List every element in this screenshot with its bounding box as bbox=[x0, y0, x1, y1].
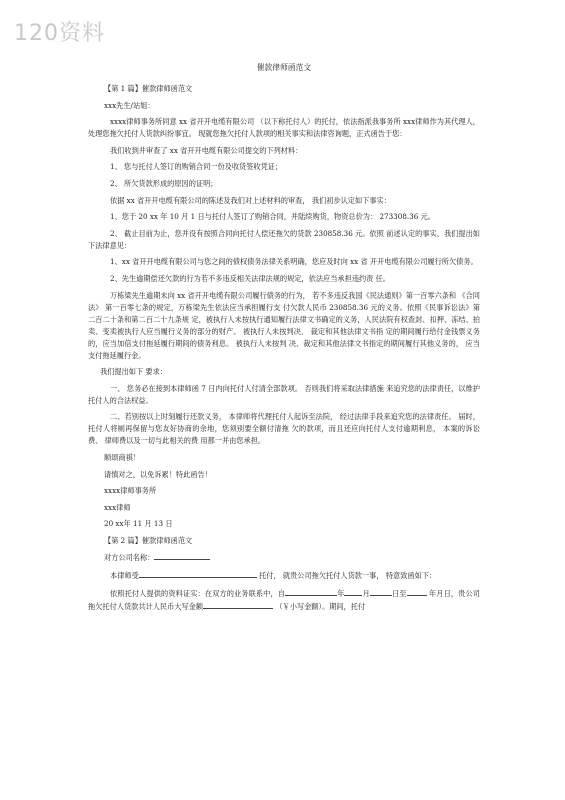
paragraph: 我们收到并审查了 xx 省开开电缆有限公司提交的下列材料： bbox=[110, 145, 303, 155]
blank-line bbox=[407, 587, 427, 596]
part2-heading: 【第 2 篇】催款律师函范文 bbox=[104, 535, 193, 545]
document-body bbox=[88, 62, 480, 617]
list-item: 2、 所欠货款形成的原因的证明； bbox=[110, 178, 218, 188]
text-run: 依照托付人提供的资料证实：在双方的业务联系中，自 bbox=[110, 588, 286, 598]
text-run: 本律师受 bbox=[110, 571, 139, 581]
paragraph bbox=[88, 587, 480, 613]
fact-item: 2、 截止目前为止，您并没有按照合同向托付人偿还拖欠的货款 230858.36 元。依照 前述认定的事实，我们提出如下法律意见： bbox=[88, 228, 480, 250]
paragraph: 万栋梁先生逾期未向 xx 省开开电缆有限公司履行债务的行为， 若不多违反我国《民法通则》第一百零六条和 《合同法》 第一百零七条的规定，万栋梁先生依法应当承担履行支 付欠款人民币 230858.36 元的义务。依照《民事诉讼法》第二百二十条和第二百二十九条规 定，被执行人未按执行通知履行法律文书确定的义务，人民法院有权查封、扣押、冻结、拍 卖、变卖被执行人应当履行义务的部分的财产。 被执行人未按判决、 裁定和其他法律文书指 定的期间履行给付金钱票义务的，应当加倍支付拖延履行期间的债务利息。 被执行人未按判 决、裁定和其他法律文书指定的期间履行其他义务的， 应当支付拖延履行金。 bbox=[88, 290, 480, 360]
letter-date: 20 xx年 11 月 13 日 bbox=[104, 519, 173, 529]
fact-item: 1、您于 20 xx 年 10 月 1 日与托付人签订了购销合同，并陆续购货，物资总价为： 273308.36 元。 bbox=[110, 212, 435, 222]
text-run: 年月日，贵公司拖欠托付人货款共计人民币大写金额 bbox=[88, 588, 480, 611]
addressee-label: 对方公司名称： bbox=[104, 553, 155, 563]
text-run: 托付， 就贵公司拖欠托付人货款一事， 特意致函如下： bbox=[259, 571, 437, 581]
blank-line bbox=[370, 587, 392, 596]
text-run: 月 bbox=[362, 588, 370, 598]
paragraph: 依据 xx 省开开电缆有限公司的陈述及我们对上述材料的审查， 我们初步认定如下事实： bbox=[110, 195, 391, 205]
opinion-item: 2、先生逾期偿还欠款的行为若不多违反相关法律法规的规定，依法应当承担违约责 任。 bbox=[110, 273, 390, 283]
text-run: （￥小写金额）。期间，托付 bbox=[275, 601, 366, 611]
blank-line bbox=[344, 587, 362, 596]
paragraph bbox=[88, 569, 480, 582]
document-title: 催款律师函范文 bbox=[256, 63, 312, 72]
watermark-logo: 120资料 bbox=[14, 21, 105, 46]
blank-line bbox=[203, 600, 273, 609]
paragraph: xxxx律师事务所同意 xx 省开开电缆有限公司 （以下称托付人）的托付，依法指派我事务所 xxx律师作为其代理人， 处理您拖欠托付人货款纠纷事宜。 现就您拖欠托付人款项的相关事实和法律咨询题，正式函告于您： bbox=[88, 117, 480, 139]
closing: 顺颂商祺！ bbox=[104, 452, 140, 462]
list-item: 1、 您与托付人签订的购销合同一份及收货签收凭证； bbox=[110, 162, 283, 172]
firm-name: xxxx律师事务所 bbox=[104, 486, 157, 496]
part1-heading: 【第 1 篇】催款律师函范文 bbox=[104, 84, 193, 93]
closing: 请慎对之，以免诉累！特此函告！ bbox=[104, 469, 212, 479]
requirement-item: 一、 您务必在接到本律师函 7 日内向托付人付清全部款项。 否则我们将采取法律措施 来追究您的法律责任，以维护托付人的合法权益。 bbox=[88, 383, 480, 405]
text-run: 日至 bbox=[391, 588, 407, 598]
lawyer-name: xxx律师 bbox=[104, 502, 131, 512]
blank-line bbox=[285, 587, 337, 596]
opinion-item: 1、xx 省开开电缆有限公司与您之间的债权债务法律关系明确，您应及时向 xx 省 开开电缆有限公司履行所欠债务。 bbox=[110, 257, 478, 267]
blank-line bbox=[139, 569, 257, 578]
addressee-line bbox=[88, 551, 480, 564]
paragraph: 我们提出如下 要求： bbox=[100, 367, 167, 377]
salutation: xxx先生/站姐： bbox=[104, 100, 155, 110]
text-run: 年 bbox=[337, 588, 345, 598]
requirement-item: 二、若别按以上时刻履行还款义务， 本律师将代理托付人起诉至法院， 经过法律手段来追究您的法律责任。 届时， 托付人将厕再保留与您友好协商的余地，您须别要全额付清拖 欠的款项，而且还应向托付人支付逾期利息， 本案的诉讼费、 律师费以及一切与此相关的费 用都一并由您承担。 bbox=[88, 412, 480, 446]
blank-line bbox=[154, 551, 210, 560]
